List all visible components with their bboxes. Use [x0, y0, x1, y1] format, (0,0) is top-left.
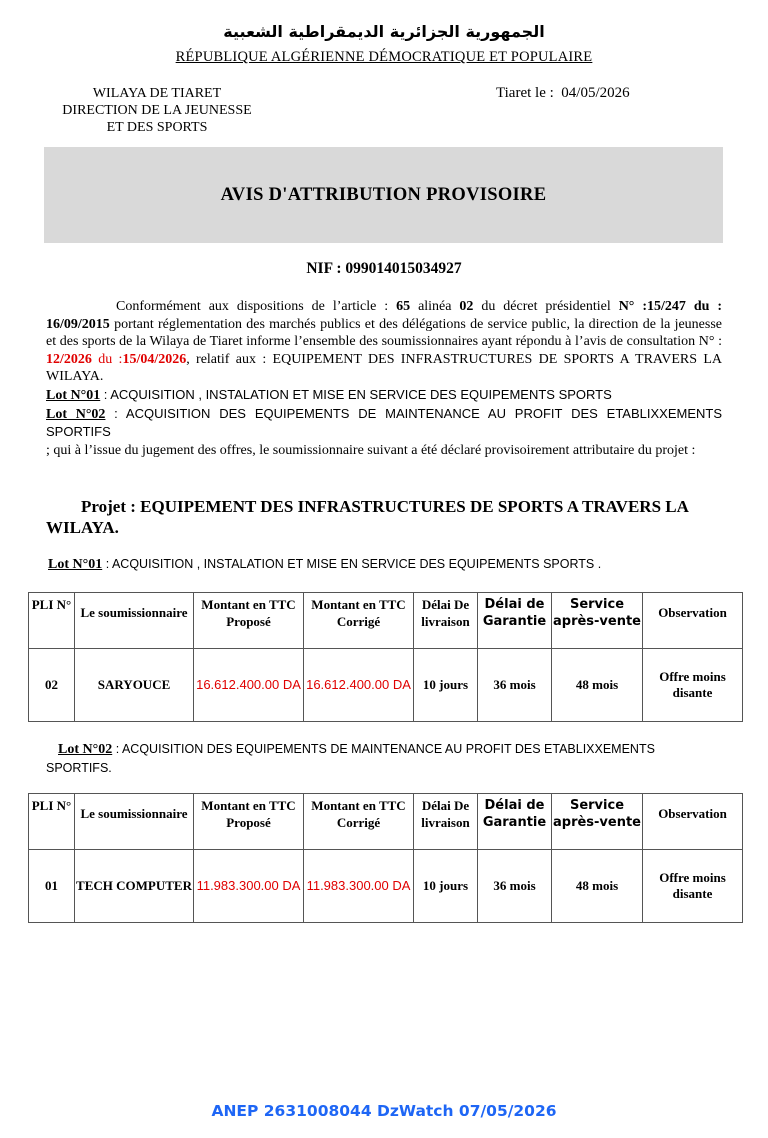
header-soumissionnaire: Le soumissionnaire	[75, 794, 194, 850]
cell-delai-garantie: 36 mois	[478, 649, 552, 722]
decret-date: 16/09/2015	[46, 316, 110, 332]
header-soumissionnaire: Le soumissionnaire	[75, 593, 194, 649]
header-corrige: Montant en TTC Corrigé	[304, 593, 414, 649]
header-delai-livraison: Délai De livraison	[414, 593, 478, 649]
header-pli: PLI N°	[29, 593, 75, 649]
header-delai-livraison: Délai De livraison	[414, 794, 478, 850]
nif-line: NIF : 099014015034927	[306, 260, 462, 277]
lot1-heading	[48, 557, 601, 573]
intro-lot1-text: : ACQUISITION , INSTALATION ET MISE EN SERVICE DES EQUIPEMENTS SPORTS	[103, 386, 612, 402]
cell-pli: 01	[29, 850, 75, 923]
republic-title: RÉPUBLIQUE ALGÉRIENNE DÉMOCRATIQUE ET POPULAIRE	[175, 49, 593, 65]
consultation-du: du :	[98, 351, 123, 367]
header-pli: PLI N°	[29, 794, 75, 850]
intro-lot2-text: : ACQUISITION DES EQUIPEMENTS DE MAINTENANCE AU PROFIT DES ETABLIXXEMENTS SPORTIFS	[46, 405, 722, 440]
cell-service: 48 mois	[552, 850, 643, 923]
lot2-description: : ACQUISITION DES EQUIPEMENTS DE MAINTENANCE AU PROFIT DES ETABLIXXEMENTS SPORTIFS.	[46, 742, 655, 775]
cell-delai-livraison: 10 jours	[414, 850, 478, 923]
cell-corrige: 11.983.300.00 DA	[304, 850, 414, 923]
header-observation: Observation	[643, 593, 743, 649]
decret-number: N° :15/247 du :	[618, 299, 722, 314]
header-delai-garantie: Délai de Garantie	[478, 794, 552, 850]
cell-service: 48 mois	[552, 649, 643, 722]
cell-observation: Offre moins disante	[643, 649, 743, 722]
wilaya-line: WILAYA DE TIARET	[92, 86, 222, 101]
table-header-row	[29, 593, 743, 649]
cell-corrige: 16.612.400.00 DA	[304, 649, 414, 722]
cell-soumissionnaire: SARYOUCE	[75, 649, 194, 722]
lot2-heading	[46, 740, 666, 778]
header-corrige: Montant en TTC Corrigé	[304, 794, 414, 850]
arabic-republic-title: الجمهورية الجزائرية الديمقراطية الشعبية	[223, 22, 545, 41]
header-observation: Observation	[643, 794, 743, 850]
date-line	[496, 85, 630, 102]
cell-pli: 02	[29, 649, 75, 722]
intro-lot1-label: Lot N°01	[46, 387, 101, 403]
cell-observation: Offre moins disante	[643, 850, 743, 923]
table-row	[29, 649, 743, 722]
cell-soumissionnaire: TECH COMPUTER	[75, 850, 194, 923]
cell-delai-livraison: 10 jours	[414, 649, 478, 722]
title-banner	[44, 147, 723, 243]
intro-lot2-label: Lot N°02	[46, 406, 106, 422]
intro-text-3: du décret présidentiel	[481, 299, 611, 314]
intro-text-5: , relatif aux : EQUIPEMENT DES INFRASTRUCTURES DE SPORTS A TRAVERS LA WILAYA.	[46, 351, 723, 385]
direction-line-2: ET DES SPORTS	[106, 120, 208, 135]
page-title: AVIS D'ATTRIBUTION PROVISOIRE	[220, 184, 547, 205]
date-value: 04/05/2026	[561, 85, 630, 101]
lot2-results-table	[28, 793, 743, 923]
header-service: Service après-vente	[552, 593, 643, 649]
consultation-number: 12/2026	[46, 351, 92, 367]
header-service: Service après-vente	[552, 794, 643, 850]
lot1-label: Lot N°01	[48, 557, 103, 572]
intro-paragraph	[46, 298, 722, 459]
table-header-row	[29, 794, 743, 850]
lot1-results-table	[28, 592, 743, 722]
projet-title: Projet : EQUIPEMENT DES INFRASTRUCTURES DE SPORTS A TRAVERS LA WILAYA.	[46, 497, 688, 537]
intro-text-4: portant réglementation des marchés publics et des délégations de service public, la direction de la jeunesse et des sports de la Wilaya de Tiaret informe l’ensemble des soumissionnaires ayant répondu à l’avis de consultation N° :	[46, 316, 722, 350]
table-row	[29, 850, 743, 923]
header-propose: Montant en TTC Proposé	[194, 593, 304, 649]
direction-line: DIRECTION DE LA JEUNESSE	[62, 103, 252, 118]
alinea-number: 02	[459, 299, 474, 314]
intro-text-1: Conformément aux dispositions de l’article :	[116, 299, 389, 314]
lot1-description: : ACQUISITION , INSTALATION ET MISE EN SERVICE DES EQUIPEMENTS SPORTS .	[105, 557, 602, 571]
header-propose: Montant en TTC Proposé	[194, 794, 304, 850]
anep-footer: ANEP 2631008044 DzWatch 07/05/2026	[211, 1102, 557, 1120]
intro-text-6: ; qui à l’issue du jugement des offres, le soumissionnaire suivant a été déclaré provisoirement attributaire du projet :	[46, 442, 696, 458]
cell-propose: 11.983.300.00 DA	[194, 850, 304, 923]
header-delai-garantie: Délai de Garantie	[478, 593, 552, 649]
cell-delai-garantie: 36 mois	[478, 850, 552, 923]
issuer-block	[48, 85, 266, 136]
intro-text-2: alinéa	[418, 299, 452, 314]
cell-propose: 16.612.400.00 DA	[194, 649, 304, 722]
consultation-date: 15/04/2026	[122, 351, 187, 367]
article-number: 65	[396, 299, 411, 314]
date-label: Tiaret le :	[496, 85, 554, 101]
lot2-label: Lot N°02	[58, 742, 113, 757]
